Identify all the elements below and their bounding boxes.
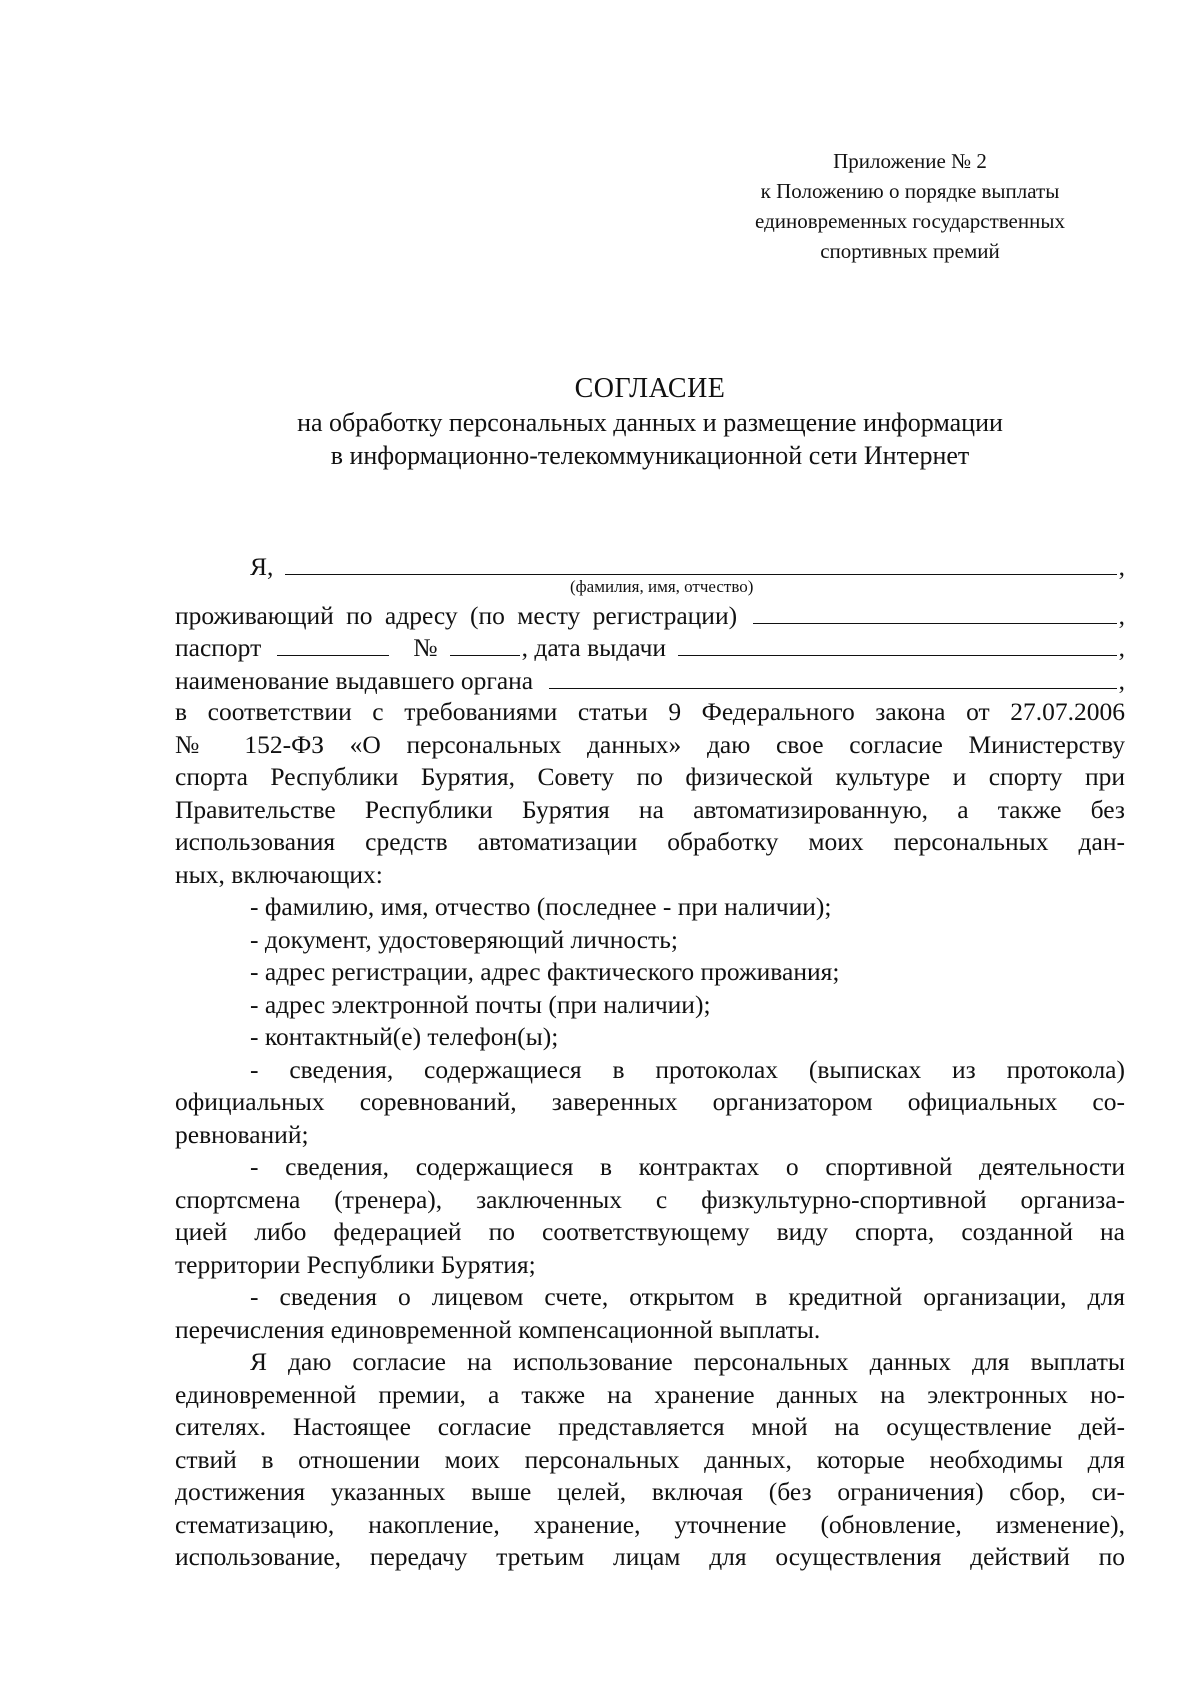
appendix-reference-end: спортивных премий [820,239,1000,263]
issuer-comma: , [1118,665,1125,695]
appendix-number: Приложение № 2 [833,149,987,173]
document-subtitle-line2: в информационно-телекоммуникационной сети Интернет [330,441,970,470]
passport-number-label: № [413,633,438,662]
fio-caption-row [175,577,1125,599]
fio-field[interactable] [285,550,1116,575]
consent-line: стематизацию, накопление, хранение, уточнение (обновление, изменение), [175,1509,1125,1539]
passport-label: паспорт [175,633,262,662]
list-item: - фамилию, имя, отчество (последнее - при наличии); [250,892,832,921]
appendix-header [700,146,1120,266]
intro-line: ных, включающих: [175,859,383,889]
document-body [175,550,1125,1574]
consent-line: сителях. Настоящее согласие представляется мной на осуществление дей- [175,1412,1125,1441]
list-item-cont: спортсмена (тренера), заключенных с физкультурно-спортивной организа- [175,1184,1125,1214]
list-item: - контактный(е) телефон(ы); [250,1022,559,1051]
intro-line: Правительстве Республики Бурятия на автоматизированную, а также без [175,794,1125,824]
list-item: - сведения, содержащиеся в контрактах о спортивной деятельности [250,1152,1125,1181]
consent-line: Я даю согласие на использование персональных данных для выплаты [250,1347,1125,1376]
issuer-label: наименование выдавшего органа [175,665,534,695]
appendix-reference: к Положению о порядке выплаты [760,179,1060,203]
list-item-cont: перечисления единовременной компенсационной выплаты. [175,1314,821,1344]
address-label: проживающий по адресу (по месту регистрации) [175,600,738,630]
intro-line: № 152-ФЗ «О персональных данных» даю свое согласие Министерству [175,729,1125,759]
passport-number-field[interactable] [450,631,520,656]
document-title-block [175,372,1125,472]
list-item-cont: ревнований; [175,1119,309,1149]
list-item-cont: цией либо федерацией по соответствующему виду спорта, созданной на [175,1217,1125,1246]
intro-line: в соответствии с требованиями статьи 9 Федерального закона от 27.07.2006 [175,697,1125,726]
list-item: - адрес электронной почты (при наличии); [250,989,711,1019]
intro-line: спорта Республики Бурятия, Совету по физической культуре и спорту при [175,762,1125,791]
document-subtitle-line1: на обработку персональных данных и размещение информации [297,408,1003,437]
passport-line [175,631,1125,664]
passport-series-field[interactable] [277,631,389,656]
address-line [175,599,1125,632]
list-item: - адрес регистрации, адрес фактического проживания; [250,957,840,986]
consent-line: использование, передачу третьим лицам для осуществления действий по [175,1542,1125,1571]
issue-date-label: , дата выдачи [521,633,667,662]
list-item: - сведения, содержащиеся в протоколах (выписках из протокола) [250,1054,1125,1084]
intro-line: использования средств автоматизации обработку моих персональных дан- [175,827,1125,856]
fio-caption: (фамилия, имя, отчество) [570,576,754,596]
consent-line: ствий в отношении моих персональных данных, которые необходимы для [175,1444,1125,1474]
list-item-cont: официальных соревнований, заверенных организатором официальных со- [175,1087,1125,1116]
address-field[interactable] [753,599,1117,624]
fio-comma: , [1118,552,1125,581]
issuer-line [175,664,1125,697]
address-comma: , [1118,600,1125,630]
issue-date-comma: , [1118,633,1125,662]
consent-line: единовременной премии, а также на хранение данных на электронных но- [175,1379,1125,1409]
list-item-cont: территории Республики Бурятия; [175,1249,536,1279]
list-item: - документ, удостоверяющий личность; [250,924,678,954]
list-item: - сведения о лицевом счете, открытом в кредитной организации, для [250,1282,1125,1311]
document-title: СОГЛАСИЕ [574,373,726,404]
i-label: Я, [250,552,274,581]
appendix-reference-cont: единовременных государственных [755,209,1065,233]
issuer-field[interactable] [549,664,1117,689]
issue-date-field[interactable] [678,631,1117,656]
consent-line: достижения указанных выше целей, включая (без ограничения) сбор, си- [175,1477,1125,1506]
